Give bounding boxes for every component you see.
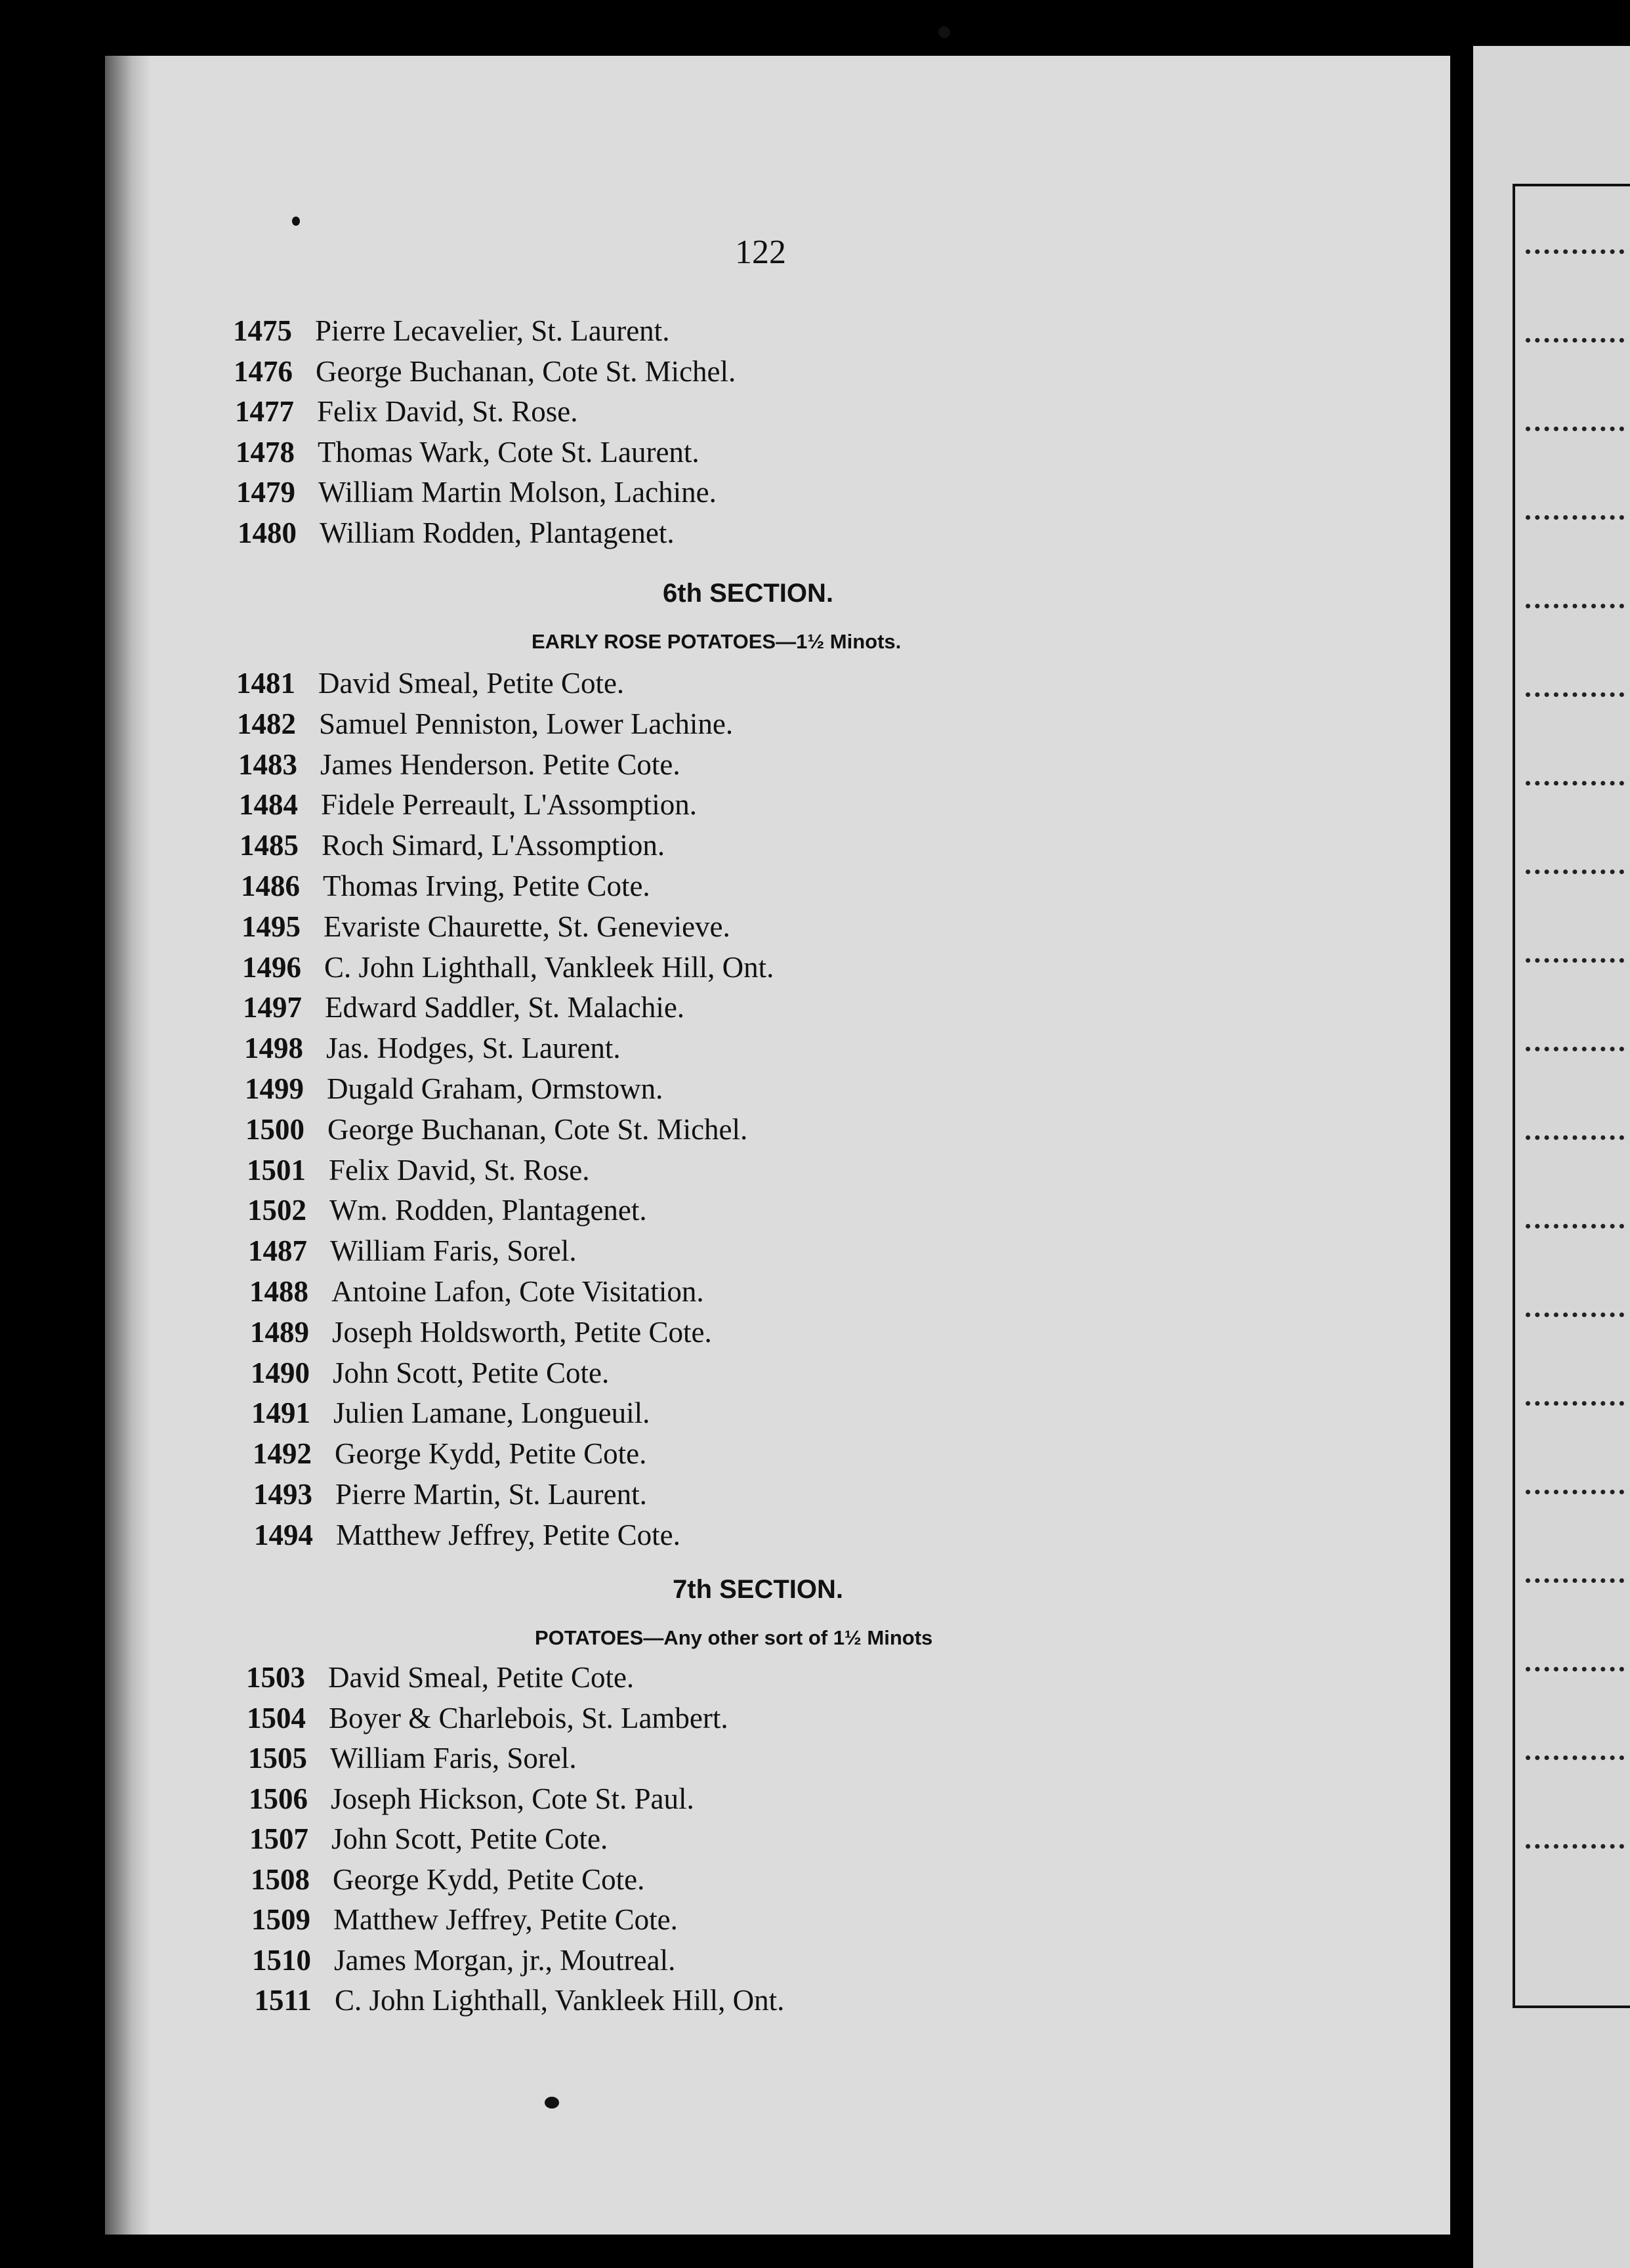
- list-item: [224, 1315, 1208, 1356]
- list-item: [220, 1153, 1205, 1194]
- entry-number: 1506: [249, 1782, 308, 1815]
- list-item: [222, 1234, 1206, 1274]
- entry-number: 1502: [247, 1194, 306, 1227]
- entry-number: 1495: [241, 910, 301, 943]
- entry-number: 1500: [245, 1112, 304, 1146]
- entry-name: Felix David, St. Rose.: [329, 1153, 590, 1186]
- section-7-subtitle: POTATOES—Any other sort of 1½ Minots: [535, 1626, 933, 1649]
- list-item: [221, 1193, 1205, 1234]
- list-item: [213, 788, 1197, 828]
- list-item: [211, 707, 1195, 747]
- entry-number: 1496: [242, 950, 301, 984]
- list-item: [213, 828, 1198, 869]
- dotted-leader: [1526, 1755, 1624, 1764]
- list-item: [225, 1396, 1209, 1437]
- entry-name: Boyer & Charlebois, St. Lambert.: [329, 1701, 728, 1734]
- section-6-title: 6th SECTION.: [663, 579, 834, 608]
- entry-number: 1504: [247, 1701, 306, 1734]
- list-item: [220, 1701, 1205, 1742]
- section-6-subtitle: EARLY ROSE POTATOES—1½ Minots.: [532, 630, 902, 653]
- entry-name: Felix David, St. Rose.: [317, 395, 578, 428]
- entry-number: 1478: [236, 435, 295, 469]
- dotted-leader: [1526, 1844, 1624, 1853]
- page-number: 122: [735, 234, 786, 271]
- dotted-leader: [1526, 1047, 1624, 1055]
- entry-name: Jas. Hodges, St. Laurent.: [326, 1032, 621, 1065]
- list-item: [207, 354, 1192, 395]
- entry-number: 1510: [252, 1943, 311, 1977]
- ink-speck: [545, 2097, 559, 2109]
- list-item: [224, 1356, 1209, 1396]
- entry-name: Edward Saddler, St. Malachie.: [325, 991, 685, 1024]
- dotted-leader: [1526, 1224, 1624, 1232]
- entry-name: John Scott, Petite Cote.: [331, 1822, 608, 1855]
- list-item: [223, 1822, 1207, 1862]
- entry-name: Antoine Lafon, Cote Visitation.: [331, 1275, 704, 1308]
- list-item: [228, 1518, 1212, 1559]
- dotted-leader: [1526, 604, 1624, 612]
- entry-name: William Faris, Sorel.: [330, 1234, 577, 1268]
- entry-name: William Faris, Sorel.: [330, 1742, 577, 1774]
- entry-number: 1497: [243, 991, 302, 1024]
- entry-name: Thomas Irving, Petite Cote.: [323, 870, 650, 902]
- list-item: [226, 1437, 1211, 1477]
- entry-name: William Martin Molson, Lachine.: [318, 476, 717, 509]
- list-item: [215, 910, 1200, 950]
- dotted-leader: [1526, 1312, 1624, 1321]
- entry-number: 1499: [245, 1072, 304, 1105]
- dotted-leader: [1526, 870, 1624, 878]
- list-item: [218, 1031, 1202, 1072]
- entry-name: Wm. Rodden, Plantagenet.: [329, 1194, 647, 1227]
- section-7-title: 7th SECTION.: [673, 1575, 844, 1604]
- entry-number: 1480: [238, 516, 297, 549]
- dotted-leader: [1526, 515, 1624, 524]
- list-item: [219, 1072, 1203, 1112]
- entry-number: 1507: [249, 1822, 308, 1855]
- entry-number: 1491: [251, 1396, 310, 1430]
- entry-name: Julien Lamane, Longueuil.: [333, 1396, 650, 1430]
- entry-number: 1476: [234, 354, 293, 388]
- entry-number: 1486: [241, 870, 300, 902]
- entry-number: 1505: [248, 1742, 307, 1774]
- list-item: [222, 1741, 1206, 1782]
- list-item: [225, 1902, 1209, 1943]
- list-item: [212, 747, 1196, 788]
- entry-number: 1475: [233, 314, 292, 347]
- entry-name: Pierre Lecavelier, St. Laurent.: [315, 314, 670, 347]
- entry-name: George Buchanan, Cote St. Michel.: [327, 1112, 748, 1146]
- entry-name: Matthew Jeffrey, Petite Cote.: [333, 1903, 678, 1936]
- entry-number: 1479: [236, 476, 295, 509]
- list-item: [226, 1983, 1211, 2024]
- dotted-leader: [1526, 781, 1624, 789]
- entry-name: William Rodden, Plantagenet.: [320, 516, 675, 549]
- entry-name: George Kydd, Petite Cote.: [335, 1437, 647, 1471]
- entry-number: 1482: [237, 707, 296, 740]
- dotted-leader: [1526, 958, 1624, 967]
- facing-page-edge: [1473, 46, 1630, 2268]
- entry-number: 1477: [235, 395, 294, 428]
- list-item: [222, 1782, 1207, 1822]
- entry-number: 1501: [247, 1153, 306, 1186]
- entry-name: George Kydd, Petite Cote.: [333, 1862, 645, 1896]
- list-item: [217, 990, 1201, 1031]
- list-item: [209, 435, 1194, 476]
- dotted-leader: [1526, 1578, 1624, 1587]
- entry-number: 1494: [254, 1518, 313, 1551]
- entry-number: 1511: [254, 1984, 312, 2017]
- entry-name: John Scott, Petite Cote.: [333, 1356, 610, 1389]
- ink-speck: [292, 217, 300, 226]
- list-item: [209, 394, 1193, 435]
- list-item: [223, 1274, 1207, 1315]
- dotted-leader: [1526, 1135, 1624, 1144]
- entry-name: James Morgan, jr., Moutreal.: [334, 1943, 676, 1977]
- dotted-leader: [1526, 1667, 1624, 1675]
- list-item: [210, 475, 1194, 516]
- list-item: [227, 1477, 1211, 1518]
- dotted-leader: [1526, 427, 1624, 435]
- list-item: [216, 950, 1200, 991]
- entry-number: 1487: [248, 1234, 307, 1268]
- entry-name: Fidele Perreault, L'Assomption.: [321, 788, 698, 822]
- dotted-leader: [1526, 249, 1624, 258]
- entry-number: 1509: [251, 1903, 310, 1936]
- entry-number: 1488: [249, 1275, 308, 1308]
- entry-name: Joseph Hickson, Cote St. Paul.: [331, 1782, 694, 1815]
- entry-number: 1484: [239, 788, 298, 822]
- entry-name: Pierre Martin, St. Laurent.: [335, 1478, 647, 1511]
- entry-name: Roch Simard, L'Assomption.: [322, 829, 665, 862]
- entry-name: George Buchanan, Cote St. Michel.: [316, 354, 736, 388]
- entry-name: Joseph Holdsworth, Petite Cote.: [332, 1315, 712, 1349]
- entry-name: Thomas Wark, Cote St. Laurent.: [318, 435, 700, 469]
- gutter-shadow: [105, 56, 151, 2235]
- entry-number: 1498: [244, 1032, 303, 1065]
- dotted-leader: [1526, 338, 1624, 346]
- entry-name: C. John Lighthall, Vankleek Hill, Ont.: [324, 950, 774, 984]
- entry-name: Dugald Graham, Ormstown.: [327, 1072, 663, 1105]
- entry-name: David Smeal, Petite Cote.: [328, 1661, 635, 1694]
- entry-number: 1483: [238, 747, 297, 781]
- entry-number: 1503: [246, 1661, 305, 1694]
- ink-speck: [938, 26, 950, 38]
- dotted-leader: [1526, 692, 1624, 701]
- dotted-leader: [1526, 1401, 1624, 1410]
- entry-number: 1493: [253, 1478, 312, 1511]
- list-item: [224, 1862, 1209, 1903]
- dotted-leader: [1526, 1490, 1624, 1498]
- entry-name: Evariste Chaurette, St. Genevieve.: [324, 910, 730, 943]
- entry-name: David Smeal, Petite Cote.: [318, 667, 625, 700]
- entry-name: Matthew Jeffrey, Petite Cote.: [336, 1518, 680, 1551]
- list-item: [215, 869, 1199, 910]
- list-item: [207, 314, 1191, 354]
- list-item: [219, 1112, 1203, 1153]
- list-item: [211, 516, 1196, 556]
- list-item: [226, 1943, 1210, 1984]
- entry-number: 1485: [240, 829, 299, 862]
- entry-number: 1492: [253, 1437, 312, 1471]
- entry-name: James Henderson. Petite Cote.: [320, 747, 680, 781]
- entry-name: C. John Lighthall, Vankleek Hill, Ont.: [335, 1984, 785, 2017]
- list-item: [220, 1660, 1204, 1701]
- list-item: [210, 666, 1194, 707]
- entry-number: 1481: [236, 667, 295, 700]
- entry-number: 1490: [251, 1356, 310, 1389]
- facing-page-frame: [1513, 184, 1630, 2008]
- entry-number: 1508: [251, 1862, 310, 1896]
- entry-name: Samuel Penniston, Lower Lachine.: [319, 707, 734, 740]
- entry-number: 1489: [250, 1315, 309, 1349]
